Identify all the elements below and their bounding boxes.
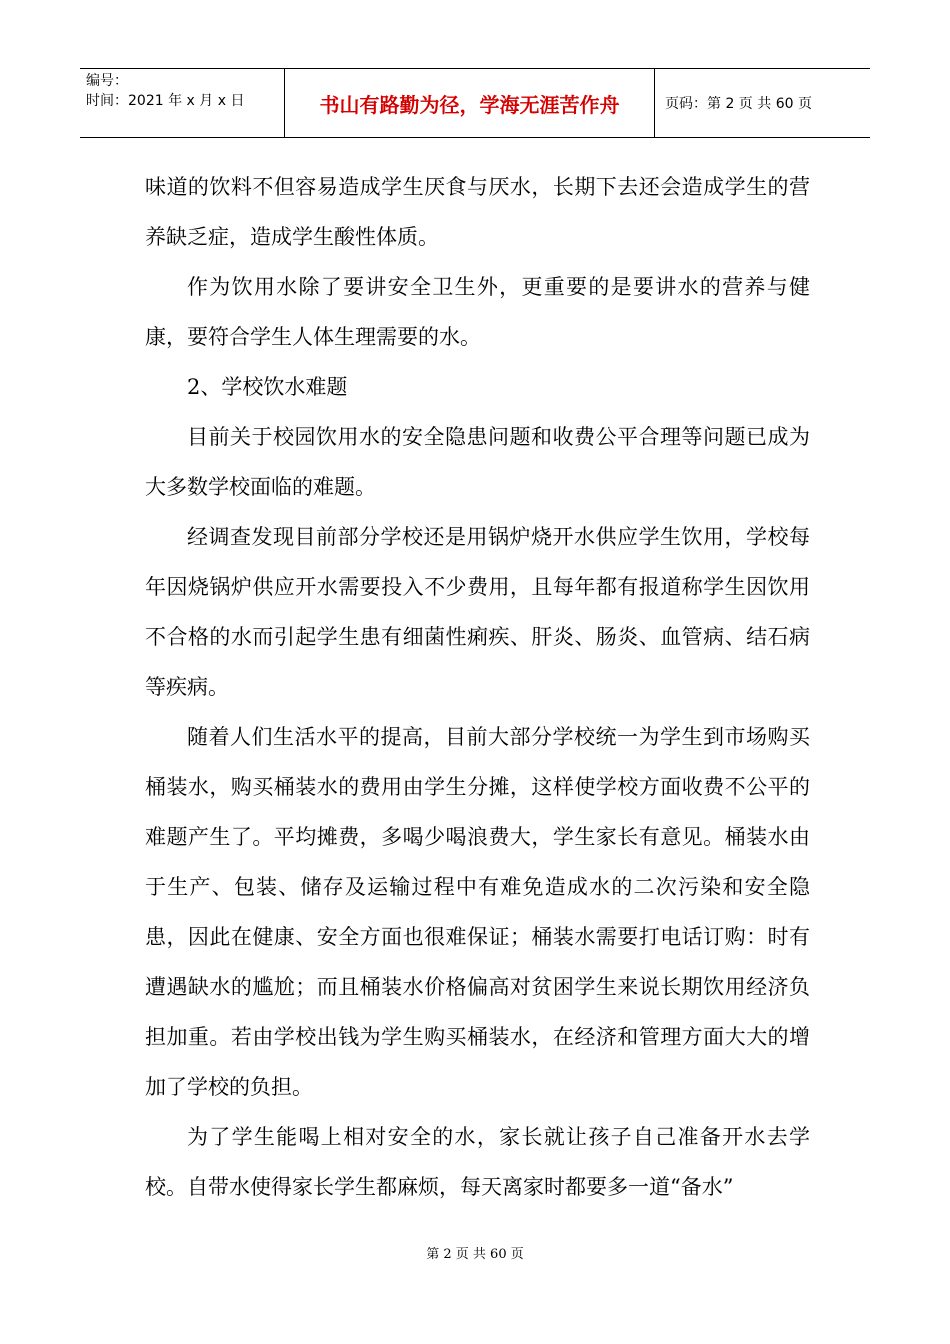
paragraph: 目前关于校园饮用水的安全隐患问题和收费公平合理等问题已成为大多数学校面临的难题。 <box>145 425 810 499</box>
document-number-label: 编号： <box>86 73 128 89</box>
section-heading: 2、学校饮水难题 <box>187 375 348 399</box>
header-motto: 书山有路勤为径，学海无涯苦作舟 <box>285 69 655 137</box>
paragraph: 为了学生能喝上相对安全的水，家长就让孩子自己准备开水去学校。自带水使得家长学生都麻烦，每天离家时都要多一道“备水” <box>145 1125 810 1199</box>
paragraph: 经调查发现目前部分学校还是用锅炉烧开水供应学生饮用，学校每年因烧锅炉供应开水需要投入不少费用，且每年都有报道称学生因饮用不合格的水而引起学生患有细菌性痢疾、肝炎、肠炎、血管病、结石病等疾病。 <box>145 525 810 699</box>
header-page-info: 页码：第 2 页 共 60 页 <box>665 96 812 112</box>
paragraph: 作为饮用水除了要讲安全卫生外，更重要的是要讲水的营养与健康，要符合学生人体生理需要的水。 <box>145 275 810 349</box>
page-footer: 第 2 页 共 60 页 <box>426 1247 524 1262</box>
document-body <box>145 162 810 1212</box>
document-time-label: 时间：2021 年 x 月 x 日 <box>86 93 245 109</box>
page-header <box>80 68 870 138</box>
header-meta <box>80 69 285 137</box>
paragraph: 随着人们生活水平的提高，目前大部分学校统一为学生到市场购买桶装水，购买桶装水的费用由学生分摊，这样使学校方面收费不公平的难题产生了。平均摊费，多喝少喝浪费大，学生家长有意见。桶装水由于生产、包装、储存及运输过程中有难免造成水的二次污染和安全隐患，因此在健康、安全方面也很难保证；桶装水需要打电话订购：时有遭遇缺水的尴尬；而且桶装水价格偏高对贫困学生来说长期饮用经济负担加重。若由学校出钱为学生购买桶装水，在经济和管理方面大大的增加了学校的负担。 <box>145 725 810 1099</box>
paragraph-continuation: 味道的饮料不但容易造成学生厌食与厌水，长期下去还会造成学生的营养缺乏症，造成学生酸性体质。 <box>145 175 810 249</box>
